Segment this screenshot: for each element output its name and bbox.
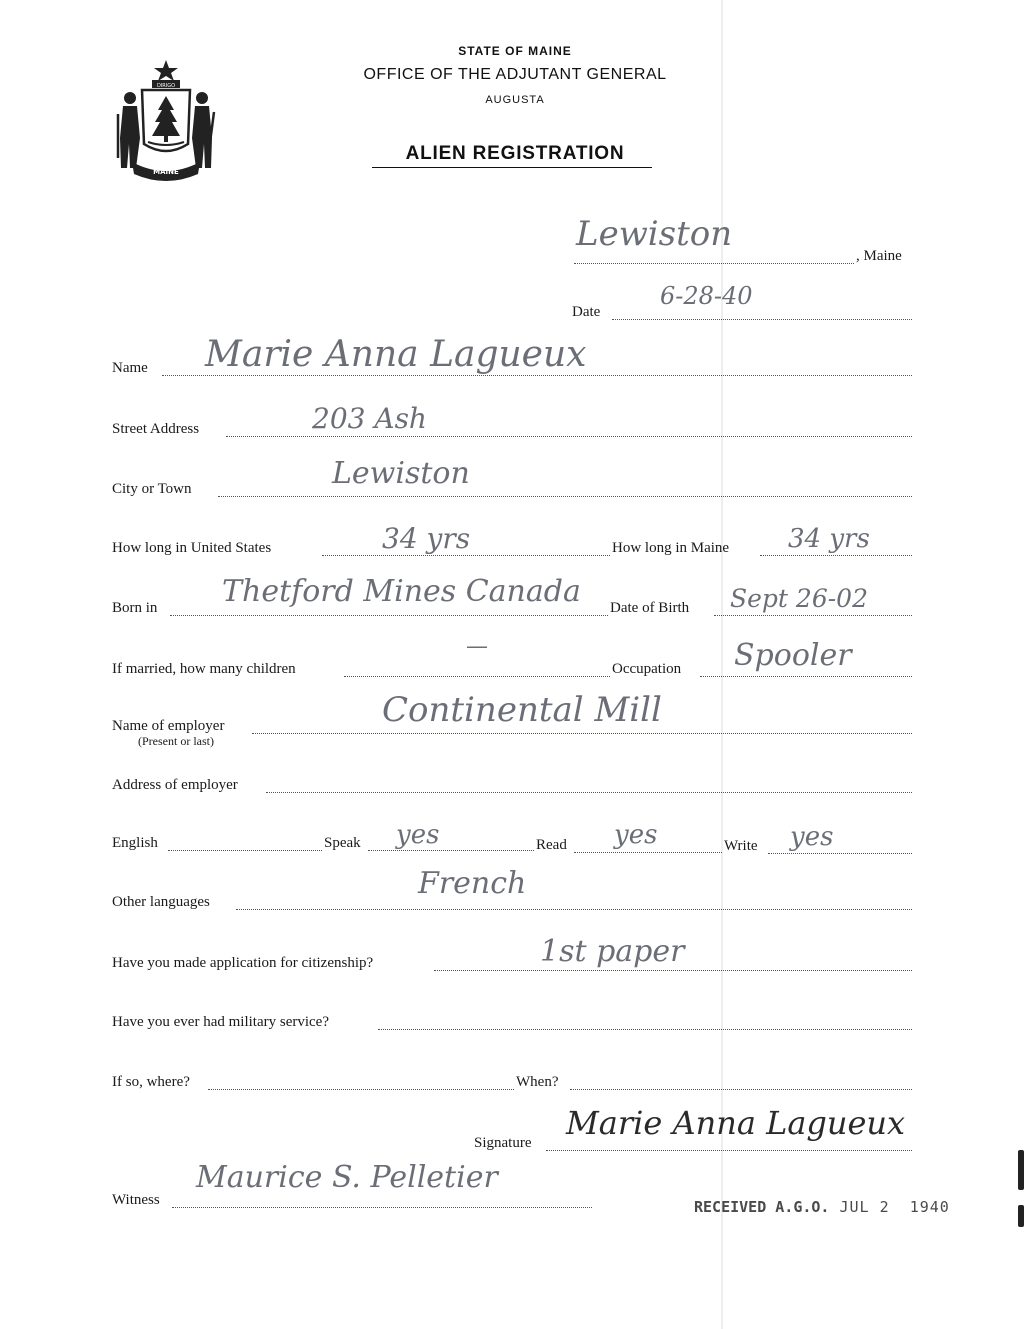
name-label: Name	[112, 360, 148, 376]
speak-value: yes	[396, 820, 440, 850]
write-label: Write	[724, 838, 758, 854]
name-value: Marie Anna Lagueux	[205, 334, 587, 375]
witness-label: Witness	[112, 1192, 160, 1208]
received-stamp-date: JUL 2 1940	[839, 1198, 950, 1216]
witness-value: Maurice S. Pelletier	[196, 1160, 498, 1195]
employer-address-label: Address of employer	[112, 777, 238, 793]
street-address-label: Street Address	[112, 421, 200, 437]
received-stamp-label: RECEIVED A.G.O.	[694, 1198, 830, 1216]
street-address-line	[226, 436, 912, 437]
maine-state-seal	[112, 58, 220, 184]
occupation-value: Spooler	[734, 638, 852, 673]
place-line	[574, 263, 854, 264]
other-languages-label: Other languages	[112, 894, 210, 910]
signature-label: Signature	[474, 1135, 532, 1151]
title-underline	[372, 167, 652, 168]
place-value: Lewiston	[576, 214, 733, 254]
seal-motto: DIRIGO	[156, 83, 176, 89]
military-line	[378, 1029, 912, 1030]
street-address-value: 203 Ash	[312, 402, 427, 435]
city-or-town-label: City or Town	[112, 481, 192, 497]
write-value: yes	[790, 822, 834, 852]
date-of-birth-line	[714, 615, 912, 616]
born-in-label: Born in	[112, 600, 158, 616]
how-long-maine-label: How long in Maine	[612, 540, 730, 556]
form-title: ALIEN REGISTRATION	[405, 143, 625, 164]
other-languages-line	[236, 909, 912, 910]
born-in-line	[170, 615, 608, 616]
read-line	[574, 852, 722, 853]
if-so-where-line	[208, 1089, 514, 1090]
citizenship-value: 1st paper	[540, 934, 685, 969]
write-line	[768, 853, 912, 854]
born-in-value: Thetford Mines Canada	[222, 574, 581, 609]
married-children-label: If married, how many children	[112, 661, 296, 677]
citizenship-line	[434, 970, 912, 971]
military-label: Have you ever had military service?	[112, 1014, 329, 1030]
when-label: When?	[516, 1074, 559, 1090]
date-of-birth-value: Sept 26-02	[730, 584, 868, 613]
occupation-label: Occupation	[612, 661, 682, 677]
how-long-maine-value: 34 yrs	[788, 524, 870, 554]
signature-value: Marie Anna Lagueux	[566, 1104, 906, 1142]
employer-name-line	[252, 733, 912, 734]
city-or-town-line	[218, 496, 912, 497]
date-of-birth-label: Date of Birth	[610, 600, 690, 616]
edge-mark	[1018, 1150, 1024, 1190]
employer-name-label: Name of employer	[112, 718, 225, 734]
header-state: STATE OF MAINE	[458, 44, 572, 58]
header-office: OFFICE OF THE ADJUTANT GENERAL	[363, 66, 667, 83]
read-value: yes	[614, 820, 658, 850]
date-value: 6-28-40	[660, 282, 753, 310]
married-children-value: —	[466, 634, 488, 659]
date-line	[612, 319, 912, 320]
other-languages-value: French	[418, 866, 527, 901]
how-long-us-label: How long in United States	[112, 540, 272, 556]
speak-label: Speak	[324, 835, 361, 851]
how-long-us-line	[322, 555, 610, 556]
maine-suffix: , Maine	[856, 248, 902, 264]
city-or-town-value: Lewiston	[332, 456, 470, 491]
speak-line	[368, 850, 534, 851]
employer-name-note: (Present or last)	[138, 734, 214, 748]
name-line	[162, 375, 912, 376]
if-so-where-label: If so, where?	[112, 1074, 190, 1090]
edge-mark	[1018, 1205, 1024, 1227]
occupation-line	[700, 676, 912, 677]
employer-address-line	[266, 792, 912, 793]
witness-line	[172, 1207, 592, 1208]
date-label: Date	[572, 304, 601, 320]
read-label: Read	[536, 837, 567, 853]
married-children-line	[344, 676, 610, 677]
signature-line	[546, 1150, 912, 1151]
employer-name-value: Continental Mill	[382, 690, 662, 730]
received-stamp	[694, 1198, 950, 1216]
english-line	[168, 850, 322, 851]
citizenship-label: Have you made application for citizenship?	[112, 955, 374, 971]
english-label: English	[112, 835, 158, 851]
how-long-maine-line	[760, 555, 912, 556]
seal-name: MAINE	[153, 168, 179, 176]
when-line	[570, 1089, 912, 1090]
header-city: AUGUSTA	[485, 94, 545, 106]
how-long-us-value: 34 yrs	[382, 522, 471, 555]
